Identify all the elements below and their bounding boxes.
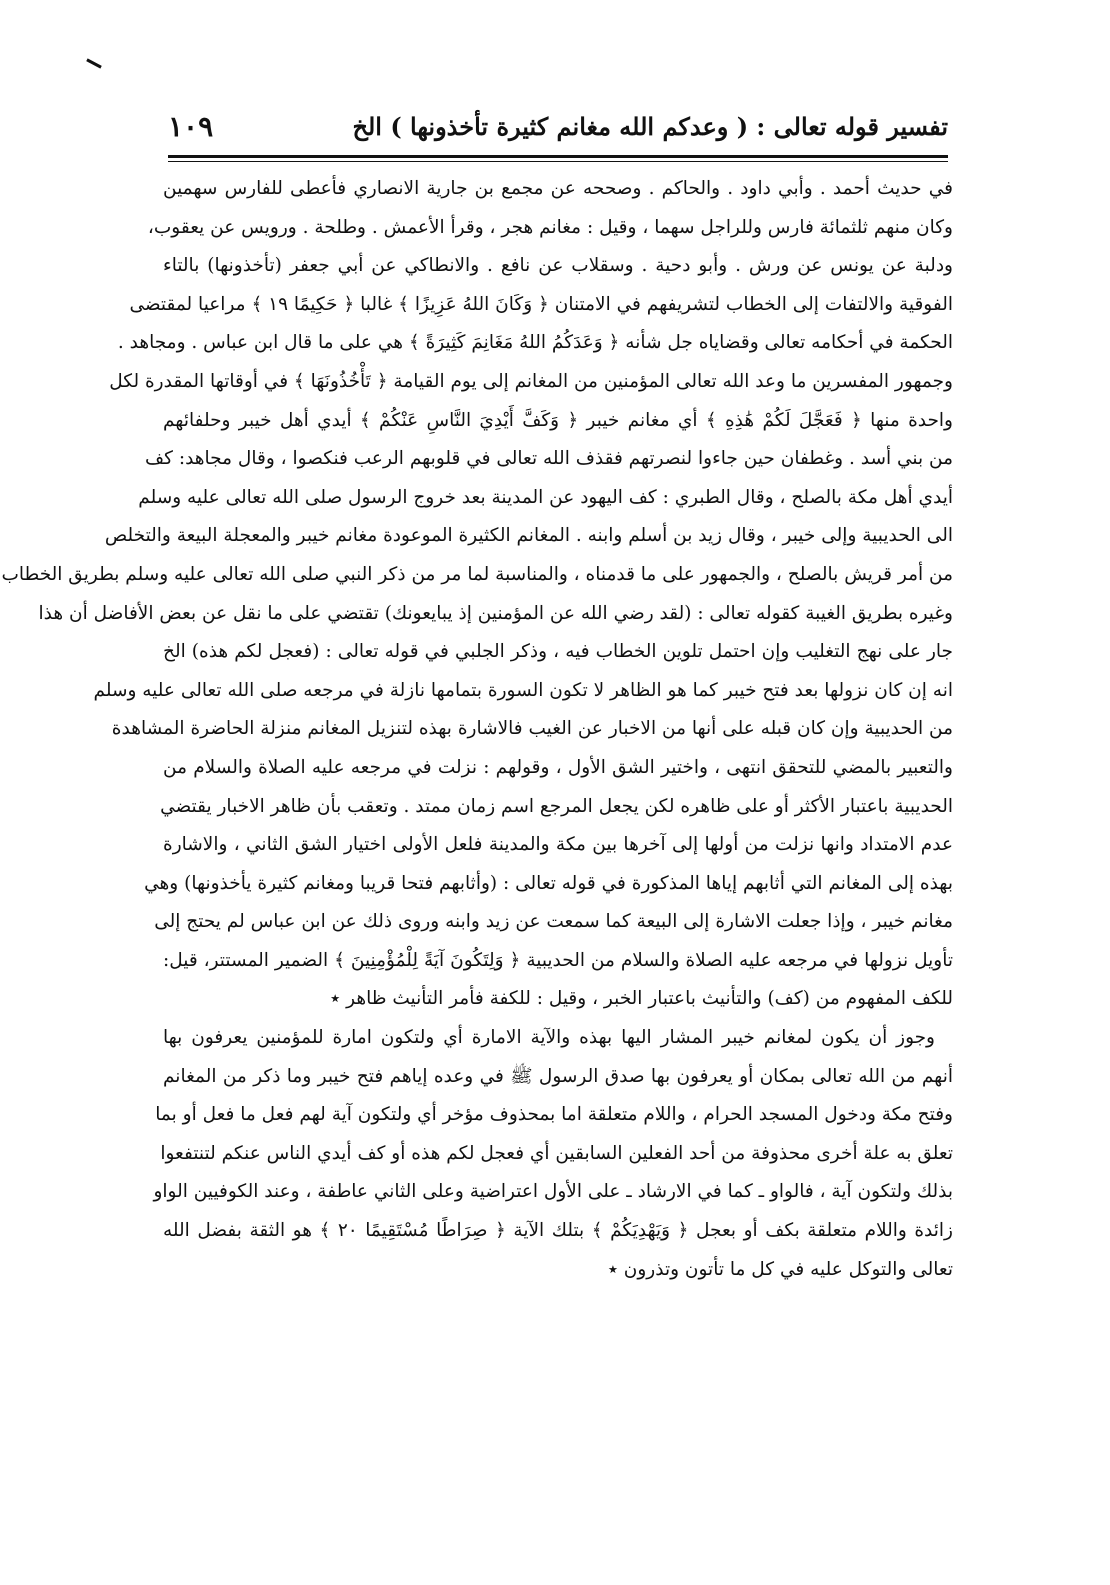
text-line: انه إن كان نزولها بعد فتح خيبر كما هو الظاهر لا تكون السورة بتمامها نازلة في مرجعه صلى الله تعالى عليه وسلم bbox=[93, 679, 953, 701]
text-line: زائدة واللام متعلقة بكف أو بعجل ﴿ وَيَهْدِيَكُمْ ﴾ بتلك الآية ﴿ صِرَاطًا مُسْتَقِيمًا ٢٠ ﴾ هو الثقة بفضل الله bbox=[163, 1220, 953, 1242]
text-line: وفتح مكة ودخول المسجد الحرام ، واللام متعلقة اما بمحذوف مؤخر أي ولتكون آية لهم فعل ما فعل أو بما bbox=[155, 1104, 953, 1126]
text-line: وغيره بطريق الغيبة كقوله تعالى : (لقد رضي الله عن المؤمنين إذ يبايعونك) تقتضي على ما نقل عن بعض الأفاضل أن هذا bbox=[38, 602, 953, 624]
text-line: تعالى والتوكل عليه في كل ما تأتون وتذرون ٭ bbox=[607, 1258, 953, 1280]
text-line: أنهم من الله تعالى بمكان أو يعرفون بها صدق الرسول ﷺ في وعده إياهم فتح خيبر وما ذكر من المغانم bbox=[163, 1065, 953, 1087]
text-line: الى الحديبية وإلى خيبر ، وقال زيد بن أسلم وابنه . المغانم الكثيرة الموعودة مغانم خيبر والمعجلة البيعة والتخلص bbox=[104, 525, 953, 547]
text-line: تعلق به علة أخرى محذوفة من أحد الفعلين السابقين أي فعجل لكم هذه أو كف أيدي الناس عنكم لتنتفعوا bbox=[160, 1142, 953, 1164]
text-line: من بني أسد . وغطفان حين جاءوا لنصرتهم فقذف الله تعالى في قلوبهم الرعب فنكصوا ، وقال مجاهد: كف bbox=[145, 448, 953, 470]
text-line: بذلك ولتكون آية ، فالواو ـ كما في الارشاد ـ على الأول اعتراضية وعلى الثاني عاطفة ، وعند الكوفيين الواو bbox=[153, 1181, 953, 1203]
text-line: للكف المفهوم من (كف) والتأنيث باعتبار الخبر ، وقيل : للكفة فأمر التأنيث ظاهر ٭ bbox=[330, 988, 953, 1010]
text-line: وجوز أن يكون لمغانم خيبر المشار اليها بهذه والآية الامارة أي ولتكون امارة للمؤمنين يعرفون بها bbox=[163, 1027, 935, 1049]
text-line: والتعبير بالمضي للتحقق انتهى ، واختير الشق الأول ، وقولهم : نزلت في مرجعه عليه الصلاة والسلام من bbox=[163, 756, 953, 778]
header-rule-thin bbox=[168, 161, 948, 162]
header-title: تفسير قوله تعالى : ( وعدكم الله مغانم كثيرة تأخذونها ) الخ bbox=[352, 112, 948, 141]
text-line: جار على نهج التغليب وإن احتمل تلوين الخطاب فيه ، وذكر الجلبي في قوله تعالى : (فعجل لكم هذه) الخ bbox=[163, 641, 953, 663]
text-line: أيدي أهل مكة بالصلح ، وقال الطبري : كف اليهود عن المدينة بعد خروج الرسول صلى الله تعالى عليه وسلم bbox=[138, 486, 953, 508]
text-line: من أمر قريش بالصلح ، والجمهور على ما قدمناه ، والمناسبة لما مر من ذكر النبي صلى الله تعالى عليه وسلم بطريق الخطاب bbox=[1, 563, 953, 585]
text-line: واحدة منها ﴿ فَعَجَّلَ لَكُمْ هَٰذِهِ ﴾ أي مغانم خيبر ﴿ وَكَفَّ أَيْدِيَ النَّاسِ عَنْكُمْ ﴾ أيدي أهل خيبر وحلفائهم bbox=[163, 409, 953, 431]
text-line: ودلبة عن يونس عن ورش . وأبو دحية . وسقلاب عن نافع . والانطاكي عن أبي جعفر (تأخذونها) بالتاء bbox=[163, 255, 953, 277]
text-line: الحكمة في أحكامه تعالى وقضاياه جل شأنه ﴿ وَعَدَكُمُ اللهُ مَغَانِمَ كَثِيرَةً ﴾ هي على ما قال ابن عباس . ومجاهد . bbox=[117, 332, 953, 354]
page-number: ١٠٩ bbox=[168, 110, 214, 143]
text-line: الحديبية باعتبار الأكثر أو على ظاهره لكن يجعل المرجع اسم زمان ممتد . وتعقب بأن ظاهر الاخبار يقتضي bbox=[160, 795, 953, 817]
corner-mark bbox=[86, 58, 102, 68]
text-line: الفوقية والالتفات إلى الخطاب لتشريفهم في الامتنان ﴿ وَكَانَ اللهُ عَزِيزًا ﴾ غالبا ﴿ حَكِيمًا ١٩ ﴾ مراعيا لمقتضى bbox=[129, 293, 953, 315]
text-line: في حديث أحمد . وأبي داود . والحاكم . وصححه عن مجمع بن جارية الانصاري فأعطى للفارس سهمين bbox=[163, 178, 953, 199]
body-text bbox=[1, 170, 953, 1480]
text-line: وكان منهم ثلثمائة فارس وللراجل سهما ، وقيل : مغانم هجر ، وقرأ الأعمش . وطلحة . ورويس عن يعقوب، bbox=[147, 216, 953, 238]
text-line: بهذه إلى المغانم التي أثابهم إياها المذكورة في قوله تعالى : (وأثابهم فتحا قريبا ومغانم كثيرة يأخذونها) وهي bbox=[144, 872, 953, 894]
header-rule-thick bbox=[168, 155, 948, 158]
text-line: عدم الامتداد وانها نزلت من أولها إلى آخرها بين مكة والمدينة فلعل الأولى اختيار الشق الثاني ، والاشارة bbox=[163, 834, 953, 856]
text-line: من الحديبية وإن كان قبله على أنها من الاخبار عن الغيب فالاشارة بهذه لتنزيل المغانم منزلة الحاضرة المشاهدة bbox=[111, 718, 953, 740]
text-line: وجمهور المفسرين ما وعد الله تعالى المؤمنين من المغانم إلى يوم القيامة ﴿ تَأْخُذُونَهَا ﴾ في أوقاتها المقدرة لكل bbox=[109, 370, 953, 392]
running-header bbox=[168, 102, 948, 154]
text-line: مغانم خيبر ، وإذا جعلت الاشارة إلى البيعة كما سمعت عن زيد وابنه وروى ذلك عن ابن عباس لم يحتج إلى bbox=[154, 911, 953, 933]
text-line: تأويل نزولها في مرجعه عليه الصلاة والسلام من الحديبية ﴿ وَلِتَكُونَ آيَةً لِلْمُؤْمِنِينَ ﴾ الضمير المستتر، قيل: bbox=[163, 949, 953, 971]
